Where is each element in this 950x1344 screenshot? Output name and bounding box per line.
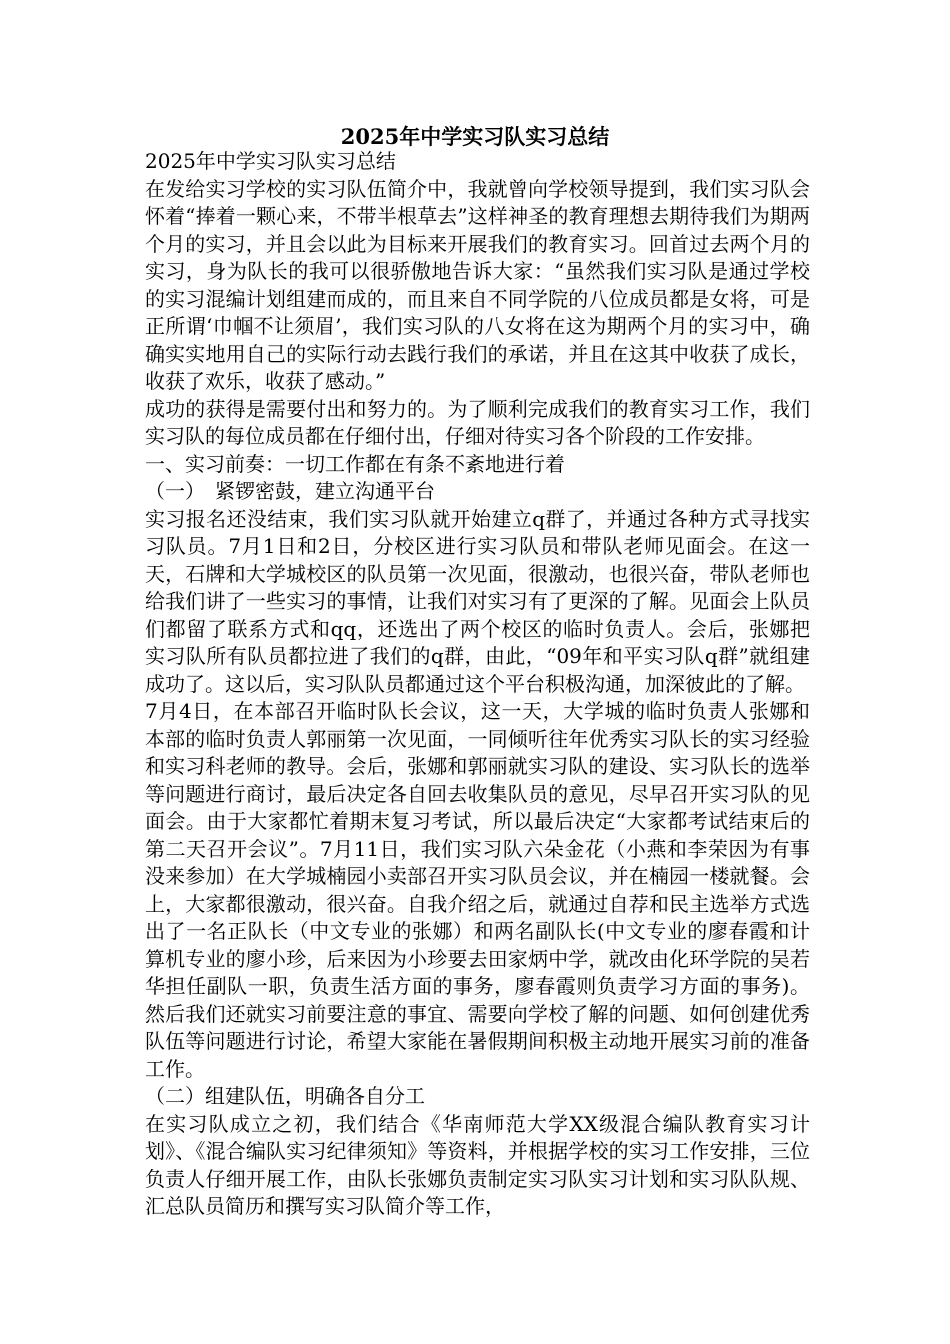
paragraph-subtitle: 2025年中学实习队实习总结 (145, 149, 396, 173)
subsection-heading-2: （二）组建队伍，明确各自分工 (145, 1084, 425, 1108)
paragraph-effort: 成功的获得是需要付出和努力的。为了顺利完成我们的教育实习工作，我们实习队的每位成员都在仔细付出，仔细对待实习各个阶段的工作安排。 (145, 396, 810, 448)
paragraph-qq-group: 实习报名还没结束，我们实习队就开始建立q群了，并通过各种方式寻找实习队员。7月1日和2日，分校区进行实习队员和带队老师见面会。在这一天，石牌和大学城校区的队员第一次见面，很激动，也很兴奋，带队老师也给我们讲了一些实习的事情，让我们对实习有了更深的了解。见面会上队员们都留了联系方式和qq，还选出了两个校区的临时负责人。会后，张娜把实习队所有队员都拉进了我们的q群，由此，“09年和平实习队q群”就组建成功了。这以后，实习队队员都通过这个平台积极沟通，加深彼此的了解。 (145, 506, 810, 696)
paragraph-intro: 在发给实习学校的实习队伍简介中，我就曾向学校领导提到，我们实习队会怀着“捧着一颗心来，不带半根草去”这样神圣的教育理想去期待我们为期两个月的实习，并且会以此为目标来开展我们的教育实习。回首过去两个月的实习，身为队长的我可以很骄傲地告诉大家：“虽然我们实习队是通过学校的实习混编计划组建而成的，而且来自不同学院的八位成员都是女将，可是正所谓‘巾帼不让须眉’，我们实习队的八女将在这为期两个月的实习中，确确实实地用自己的实际行动去践行我们的承诺，并且在这其中收获了成长，收获了欢乐，收获了感动。” (145, 176, 810, 393)
subsection-heading-1: （一） 紧锣密鼓，建立沟通平台 (145, 479, 435, 503)
document-title: 2025年中学实习队实习总结 (340, 124, 610, 149)
section-heading-1: 一、实习前奏：一切工作都在有条不紊地进行着 (145, 451, 565, 476)
document-body (145, 148, 810, 1221)
paragraph-team-setup: 在实习队成立之初，我们结合《华南师范大学XX级混合编队教育实习计划》、《混合编队实习纪律须知》等资料，并根据学校的实习工作安排，三位负责人仔细开展工作，由队长张娜负责制定实习队实习计划和实习队队规、汇总队员简历和撰写实习队简介等工作， (145, 1111, 810, 1218)
paragraph-meeting: 7月4日，在本部召开临时队长会议，这一天，大学城的临时负责人张娜和本部的临时负责人郭丽第一次见面，一同倾听往年优秀实习队长的实习经验和实习科老师的教导。会后，张娜和郭丽就实习队的建设、实习队长的选举等问题进行商讨，最后决定各自回去收集队员的意见，尽早召开实习队的见面会。由于大家都忙着期末复习考试，所以最后决定“大家都考试结束后的第二天召开会议”。7月11日，我们实习队六朵金花（小燕和李荣因为有事没来参加）在大学城楠园小卖部召开实习队员会议，并在楠园一楼就餐。会上，大家都很激动，很兴奋。自我介绍之后，就通过自荐和民主选举方式选出了一名正队长（中文专业的张娜）和两名副队长(中文专业的廖春霞和计算机专业的廖小珍，后来因为小珍要去田家炳中学，就改由化环学院的吴若华担任副队一职，负责生活方面的事务，廖春霞则负责学习方面的事务)。然后我们还就实习前要注意的事宜、需要向学校了解的问题、如何创建优秀队伍等问题进行讨论，希望大家能在暑假期间积极主动地开展实习前的准备工作。 (145, 699, 810, 1081)
